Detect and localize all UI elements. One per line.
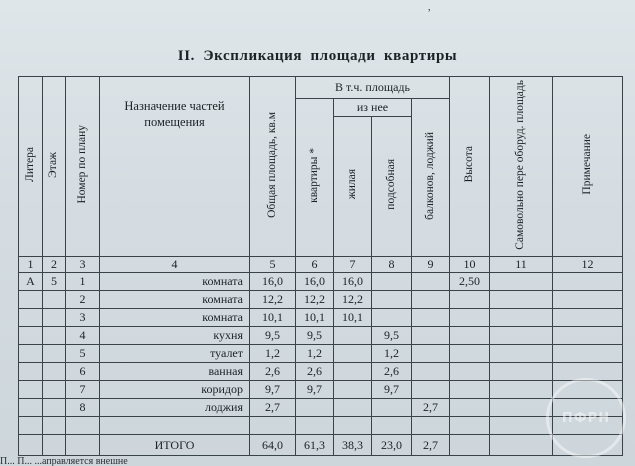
header-primechanie: Примечание [553, 77, 623, 257]
footer-text: П... П... ...аправляется внешне [0, 456, 128, 466]
cell-etazh [43, 345, 66, 363]
cell-rebuilt [490, 399, 553, 417]
cell-rebuilt [490, 327, 553, 345]
table-row [19, 309, 623, 327]
cell-litera [19, 417, 43, 435]
cell-total: 16,0 [250, 273, 296, 291]
cell-living [334, 381, 372, 399]
header-vysota: Высота [450, 77, 490, 257]
cell-height [450, 291, 490, 309]
cell-aux [372, 273, 412, 291]
column-number: 1 [19, 257, 43, 273]
header-kvartiry: квартиры * [296, 99, 334, 257]
table-row [19, 273, 623, 291]
cell-apt: 2,6 [296, 363, 334, 381]
cell-apt: 16,0 [296, 273, 334, 291]
cell-name: туалет [100, 345, 250, 363]
cell-height [450, 399, 490, 417]
column-number: 12 [553, 257, 623, 273]
cell-apt: 10,1 [296, 309, 334, 327]
page-title: II. Экспликация площади квартиры [177, 48, 458, 64]
cell-name: комната [100, 273, 250, 291]
cell-note [553, 273, 623, 291]
column-numbers-row [19, 257, 623, 273]
cell-apt: 1,2 [296, 345, 334, 363]
table-row [19, 327, 623, 345]
column-number: 8 [372, 257, 412, 273]
cell-note [553, 309, 623, 327]
total-row [19, 435, 623, 456]
table-row [19, 291, 623, 309]
cell-living: 16,0 [334, 273, 372, 291]
cell-balcony [412, 417, 450, 435]
table-body [19, 273, 623, 435]
cell-rebuilt [490, 273, 553, 291]
cell-balcony [412, 273, 450, 291]
cell-name: ванная [100, 363, 250, 381]
table-row [19, 399, 623, 417]
top-mark: , [428, 2, 431, 13]
cell-height [450, 345, 490, 363]
column-number: 7 [334, 257, 372, 273]
cell-aux [372, 399, 412, 417]
header-nomer: Номер по плану [66, 77, 100, 257]
cell-total: 9,5 [250, 327, 296, 345]
cell-total [250, 417, 296, 435]
cell-rebuilt [490, 417, 553, 435]
cell-living [334, 363, 372, 381]
cell-height [450, 363, 490, 381]
total-label: ИТОГО [100, 435, 250, 456]
header-obshaya: Общая площадь, кв.м [250, 77, 296, 257]
cell-note [553, 291, 623, 309]
cell-name: коридор [100, 381, 250, 399]
cell-etazh [43, 309, 66, 327]
cell-living [334, 417, 372, 435]
header-zhilaya: жилая [334, 117, 372, 257]
cell-etazh [43, 399, 66, 417]
cell-etazh: 5 [43, 273, 66, 291]
cell-aux: 9,5 [372, 327, 412, 345]
cell-balcony [412, 345, 450, 363]
cell-apt: 9,5 [296, 327, 334, 345]
cell-aux: 1,2 [372, 345, 412, 363]
header-iz-nee: из нее [334, 99, 412, 117]
cell-living: 10,1 [334, 309, 372, 327]
cell-nomer: 4 [66, 327, 100, 345]
cell-balcony [412, 291, 450, 309]
cell-total: 9,7 [250, 381, 296, 399]
cell-aux [372, 309, 412, 327]
table-row [19, 345, 623, 363]
cell-apt [296, 417, 334, 435]
cell-name: комната [100, 309, 250, 327]
cell-total: 1,2 [250, 345, 296, 363]
cell-note [553, 345, 623, 363]
cell-name: кухня [100, 327, 250, 345]
cell-name [100, 417, 250, 435]
cell-height [450, 309, 490, 327]
cell-total: 2,7 [250, 399, 296, 417]
cell-height [450, 381, 490, 399]
total-total: 64,0 [250, 435, 296, 456]
cell-note [553, 327, 623, 345]
cell-rebuilt [490, 363, 553, 381]
cell-living [334, 327, 372, 345]
cell-living [334, 399, 372, 417]
column-number: 6 [296, 257, 334, 273]
cell-litera [19, 327, 43, 345]
cell-balcony [412, 363, 450, 381]
cell-nomer: 3 [66, 309, 100, 327]
cell-etazh [43, 363, 66, 381]
cell-nomer [66, 417, 100, 435]
header-etazh: Этаж [43, 77, 66, 257]
cell-rebuilt [490, 381, 553, 399]
column-number: 4 [100, 257, 250, 273]
cell-litera [19, 345, 43, 363]
cell-aux: 9,7 [372, 381, 412, 399]
cell-height [450, 327, 490, 345]
cell-litera: А [19, 273, 43, 291]
cell-etazh [43, 381, 66, 399]
column-number: 3 [66, 257, 100, 273]
column-number: 2 [43, 257, 66, 273]
cell-apt [296, 399, 334, 417]
cell-rebuilt [490, 345, 553, 363]
cell-rebuilt [490, 291, 553, 309]
watermark-seal: ПФРН [546, 378, 626, 458]
cell-total: 2,6 [250, 363, 296, 381]
header-litera: Литера [19, 77, 43, 257]
total-apt: 61,3 [296, 435, 334, 456]
column-number: 10 [450, 257, 490, 273]
column-number: 11 [490, 257, 553, 273]
header-balkonov: балконов, лоджий [412, 99, 450, 257]
column-number: 5 [250, 257, 296, 273]
cell-litera [19, 291, 43, 309]
cell-living [334, 345, 372, 363]
cell-nomer: 7 [66, 381, 100, 399]
header-naznachenie: Назначение частей помещения [100, 77, 250, 257]
cell-balcony: 2,7 [412, 399, 450, 417]
cell-nomer: 2 [66, 291, 100, 309]
table-row [19, 363, 623, 381]
cell-nomer: 1 [66, 273, 100, 291]
table-row [19, 417, 623, 435]
cell-name: комната [100, 291, 250, 309]
header-v-tch: В т.ч. площадь [296, 77, 450, 99]
cell-balcony [412, 327, 450, 345]
cell-etazh [43, 291, 66, 309]
header-podsobnaya: подсобная [372, 117, 412, 257]
explication-table [18, 76, 623, 456]
total-living: 38,3 [334, 435, 372, 456]
cell-name: лоджия [100, 399, 250, 417]
cell-total: 12,2 [250, 291, 296, 309]
cell-height: 2,50 [450, 273, 490, 291]
cell-apt: 12,2 [296, 291, 334, 309]
cell-litera [19, 399, 43, 417]
total-balcony: 2,7 [412, 435, 450, 456]
cell-balcony [412, 381, 450, 399]
cell-height [450, 417, 490, 435]
cell-apt: 9,7 [296, 381, 334, 399]
cell-litera [19, 309, 43, 327]
cell-litera [19, 363, 43, 381]
cell-litera [19, 381, 43, 399]
cell-nomer: 8 [66, 399, 100, 417]
cell-etazh [43, 327, 66, 345]
cell-rebuilt [490, 309, 553, 327]
cell-total: 10,1 [250, 309, 296, 327]
cell-nomer: 5 [66, 345, 100, 363]
header-samovolno: Самовольно пере оборуд. площадь [490, 77, 553, 257]
table-row [19, 381, 623, 399]
cell-aux [372, 291, 412, 309]
cell-living: 12,2 [334, 291, 372, 309]
column-number: 9 [412, 257, 450, 273]
cell-aux [372, 417, 412, 435]
total-aux: 23,0 [372, 435, 412, 456]
cell-nomer: 6 [66, 363, 100, 381]
cell-balcony [412, 309, 450, 327]
cell-aux: 2,6 [372, 363, 412, 381]
cell-etazh [43, 417, 66, 435]
